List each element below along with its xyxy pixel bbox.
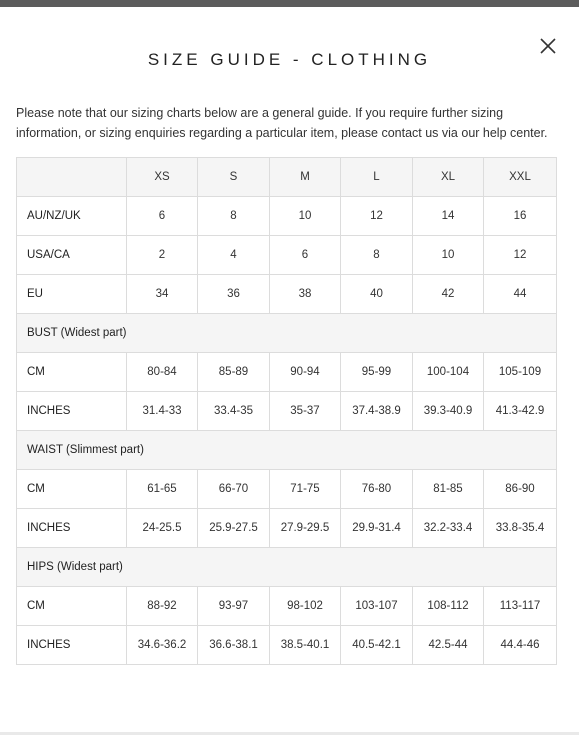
table-cell: 71-75 (270, 470, 341, 509)
table-cell: 31.4-33 (127, 392, 198, 431)
size-header-xxl: XXL (484, 158, 557, 197)
table-cell: 27.9-29.5 (270, 509, 341, 548)
table-cell: 39.3-40.9 (413, 392, 484, 431)
table-cell: 41.3-42.9 (484, 392, 557, 431)
table-cell: 66-70 (198, 470, 270, 509)
table-cell: 61-65 (127, 470, 198, 509)
size-header-l: L (341, 158, 413, 197)
size-table (16, 157, 557, 665)
table-cell: 36.6-38.1 (198, 626, 270, 665)
table-cell: 42 (413, 275, 484, 314)
table-row (17, 392, 557, 431)
row-label: INCHES (17, 626, 127, 665)
table-cell: 24-25.5 (127, 509, 198, 548)
size-header-xl: XL (413, 158, 484, 197)
section-heading: HIPS (Widest part) (17, 548, 557, 587)
row-label: INCHES (17, 392, 127, 431)
table-cell: 36 (198, 275, 270, 314)
table-cell: 8 (198, 197, 270, 236)
table-cell: 88-92 (127, 587, 198, 626)
table-cell: 103-107 (341, 587, 413, 626)
table-cell: 38.5-40.1 (270, 626, 341, 665)
table-cell: 80-84 (127, 353, 198, 392)
table-cell: 34.6-36.2 (127, 626, 198, 665)
table-cell: 12 (341, 197, 413, 236)
section-heading-row (17, 548, 557, 587)
table-cell: 44.4-46 (484, 626, 557, 665)
section-heading: BUST (Widest part) (17, 314, 557, 353)
table-cell: 37.4-38.9 (341, 392, 413, 431)
table-cell: 38 (270, 275, 341, 314)
table-row (17, 197, 557, 236)
table-cell: 113-117 (484, 587, 557, 626)
table-cell: 86-90 (484, 470, 557, 509)
table-cell: 6 (127, 197, 198, 236)
table-cell: 12 (484, 236, 557, 275)
section-heading-row (17, 431, 557, 470)
table-cell: 14 (413, 197, 484, 236)
size-header-xs: XS (127, 158, 198, 197)
table-cell: 40 (341, 275, 413, 314)
table-cell: 105-109 (484, 353, 557, 392)
table-cell: 10 (413, 236, 484, 275)
table-cell: 32.2-33.4 (413, 509, 484, 548)
table-cell: 44 (484, 275, 557, 314)
row-label: EU (17, 275, 127, 314)
row-label: USA/CA (17, 236, 127, 275)
sizing-note: Please note that our sizing charts below are a general guide. If you require further sizing information, or sizing enquiries regarding a particular item, please contact us via our help center. (16, 106, 548, 140)
table-cell: 25.9-27.5 (198, 509, 270, 548)
table-cell: 93-97 (198, 587, 270, 626)
top-bar (0, 0, 579, 7)
section-heading: WAIST (Slimmest part) (17, 431, 557, 470)
table-cell: 10 (270, 197, 341, 236)
table-row (17, 587, 557, 626)
table-row (17, 275, 557, 314)
size-header-s: S (198, 158, 270, 197)
table-cell: 40.5-42.1 (341, 626, 413, 665)
table-cell: 4 (198, 236, 270, 275)
table-cell: 108-112 (413, 587, 484, 626)
table-row (17, 236, 557, 275)
size-header-row (17, 158, 557, 197)
table-cell: 33.8-35.4 (484, 509, 557, 548)
table-cell: 100-104 (413, 353, 484, 392)
table-cell: 16 (484, 197, 557, 236)
table-cell: 90-94 (270, 353, 341, 392)
table-cell: 95-99 (341, 353, 413, 392)
row-label: CM (17, 353, 127, 392)
table-cell: 2 (127, 236, 198, 275)
table-cell: 81-85 (413, 470, 484, 509)
table-cell: 35-37 (270, 392, 341, 431)
header-corner-cell (17, 158, 127, 197)
size-header-m: M (270, 158, 341, 197)
table-cell: 98-102 (270, 587, 341, 626)
table-cell: 85-89 (198, 353, 270, 392)
row-label: INCHES (17, 509, 127, 548)
row-label: CM (17, 470, 127, 509)
table-cell: 42.5-44 (413, 626, 484, 665)
table-row (17, 626, 557, 665)
table-cell: 6 (270, 236, 341, 275)
table-cell: 34 (127, 275, 198, 314)
section-heading-row (17, 314, 557, 353)
row-label: CM (17, 587, 127, 626)
table-row (17, 353, 557, 392)
table-cell: 8 (341, 236, 413, 275)
row-label: AU/NZ/UK (17, 197, 127, 236)
modal-title: SIZE GUIDE - CLOTHING (147, 50, 432, 69)
table-cell: 33.4-35 (198, 392, 270, 431)
table-cell: 76-80 (341, 470, 413, 509)
table-row (17, 470, 557, 509)
table-row (17, 509, 557, 548)
table-cell: 29.9-31.4 (341, 509, 413, 548)
